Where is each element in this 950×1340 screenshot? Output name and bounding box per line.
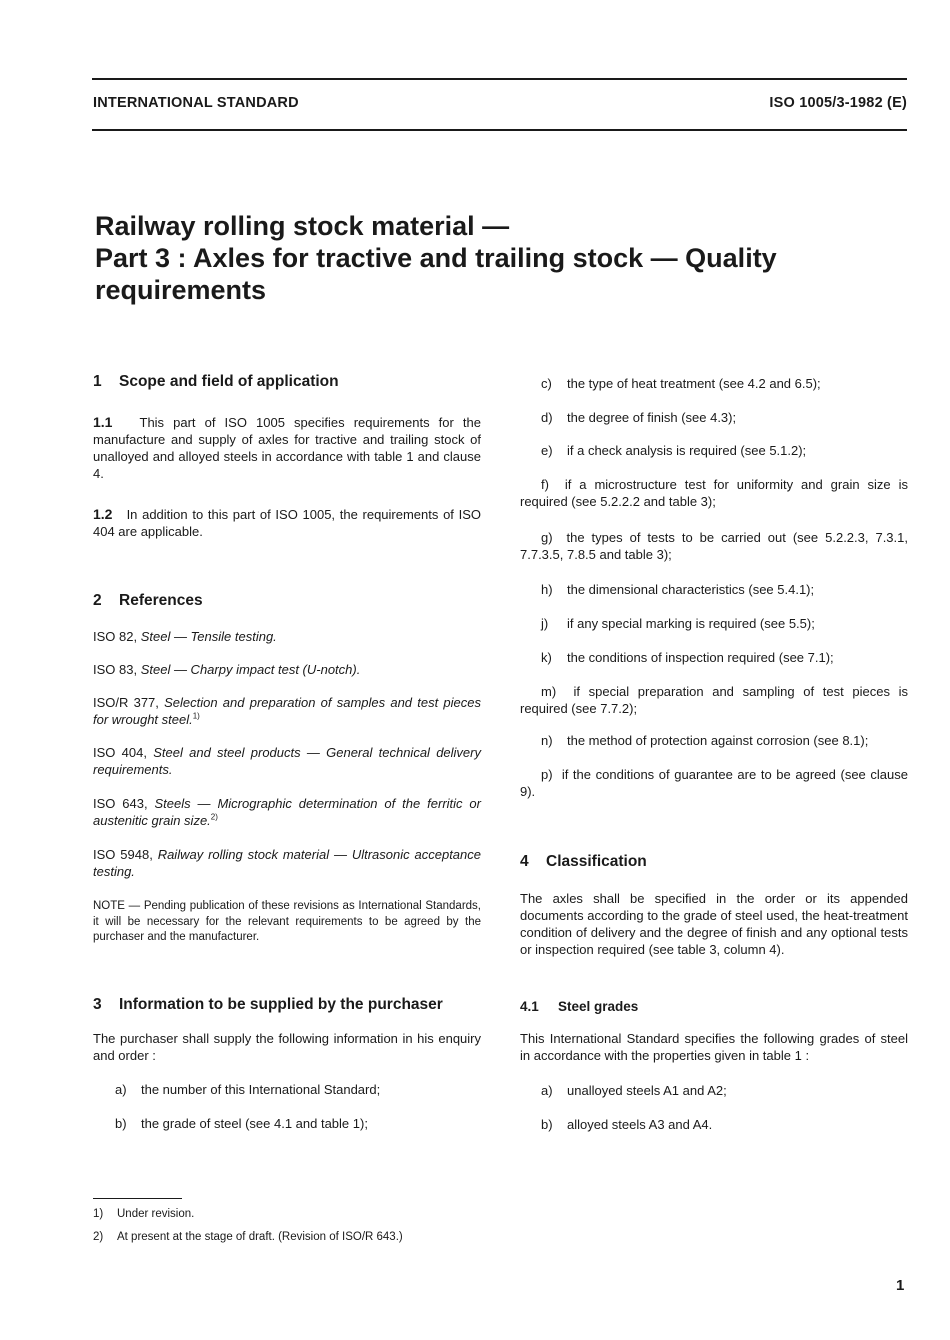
header-rule xyxy=(92,129,907,131)
reference-item: ISO 83, Steel — Charpy impact test (U-notch). xyxy=(93,662,361,677)
document-title xyxy=(95,210,895,306)
footnote-rule xyxy=(93,1198,182,1199)
clause-4-1-text: This International Standard specifies the following grades of steel in accordance with the properties given in table 1 : xyxy=(520,1031,908,1063)
list-item: f) if a microstructure test for uniformity and grain size is required (see 5.2.2.2 and table 3); xyxy=(520,477,908,509)
list-item: n) the method of protection against corrosion (see 8.1); xyxy=(541,733,869,748)
section-3-heading: 3 Information to be supplied by the purchaser xyxy=(93,996,443,1013)
list-item: b) the grade of steel (see 4.1 and table 1); xyxy=(115,1116,368,1131)
title-line-1: Railway rolling stock material — xyxy=(95,211,510,241)
list-item: a) the number of this International Standard; xyxy=(115,1082,381,1097)
section-4-text: The axles shall be specified in the order or its appended documents according to the grade of steel used, the heat-treatment condition of delivery and the degree of finish and any optional tests or inspection required (see table 3, column 4). xyxy=(520,891,908,957)
clause-4-1-heading: 4.1 Steel grades xyxy=(520,999,639,1014)
header-document-number: ISO 1005/3-1982 (E) xyxy=(769,95,907,111)
title-line-3: requirements xyxy=(95,275,267,305)
list-item: b) alloyed steels A3 and A4. xyxy=(541,1117,713,1132)
clause-1-2: 1.2 In addition to this part of ISO 1005, the requirements of ISO 404 are applicable. xyxy=(93,506,481,539)
list-item: e) if a check analysis is required (see 5.1.2); xyxy=(541,443,807,458)
section-4-heading: 4 Classification xyxy=(520,853,647,870)
list-item: m) if special preparation and sampling of test pieces is required (see 7.7.2); xyxy=(520,684,908,716)
section-1-heading: 1 Scope and field of application xyxy=(93,373,339,390)
list-item: h) the dimensional characteristics (see 5.4.1); xyxy=(541,582,815,597)
reference-item: ISO 82, Steel — Tensile testing. xyxy=(93,629,277,644)
footnote: 2) At present at the stage of draft. (Revision of ISO/R 643.) xyxy=(93,1231,403,1243)
references-note: NOTE — Pending publication of these revisions as International Standards, it will be necessary for the relevant requirements to be agreed by the purchaser and the manufacturer. xyxy=(93,900,481,943)
section-3-intro: The purchaser shall supply the following information in his enquiry and order : xyxy=(93,1031,481,1063)
section-2-heading: 2 References xyxy=(93,592,203,609)
list-item: c) the type of heat treatment (see 4.2 and 6.5); xyxy=(541,376,821,391)
top-rule xyxy=(92,78,907,80)
reference-item: ISO 404, Steel and steel products — General technical delivery requirements. xyxy=(93,745,481,777)
list-item: k) the conditions of inspection required (see 7.1); xyxy=(541,650,834,665)
reference-item: ISO/R 377, Selection and preparation of samples and test pieces for wrought steel.$^{1)}$ xyxy=(93,695,481,727)
footnote: 1) Under revision. xyxy=(93,1208,195,1220)
page-number: 1 xyxy=(896,1277,905,1294)
clause-1-1: 1.1 This part of ISO 1005 specifies requirements for the manufacture and supply of axles for tractive and trailing stock of unalloyed and alloyed steels in accordance with table 1 and clause 4. xyxy=(93,414,481,481)
title-line-2: Part 3 : Axles for tractive and trailing stock — Quality xyxy=(95,243,777,273)
list-item: j) if any special marking is required (see 5.5); xyxy=(541,616,815,631)
list-item: d) the degree of finish (see 4.3); xyxy=(541,410,737,425)
reference-item: ISO 643, Steels — Micrographic determination of the ferritic or austenitic grain size.$^{2)}$ xyxy=(93,796,481,828)
header-standard-type: INTERNATIONAL STANDARD xyxy=(93,95,299,111)
list-item: p) if the conditions of guarantee are to be agreed (see clause 9). xyxy=(520,767,908,799)
reference-item: ISO 5948, Railway rolling stock material — Ultrasonic acceptance testing. xyxy=(93,847,481,879)
list-item: a) unalloyed steels A1 and A2; xyxy=(541,1083,727,1098)
list-item: g) the types of tests to be carried out (see 5.2.2.3, 7.3.1, 7.7.3.5, 7.8.5 and table 3); xyxy=(520,530,908,562)
